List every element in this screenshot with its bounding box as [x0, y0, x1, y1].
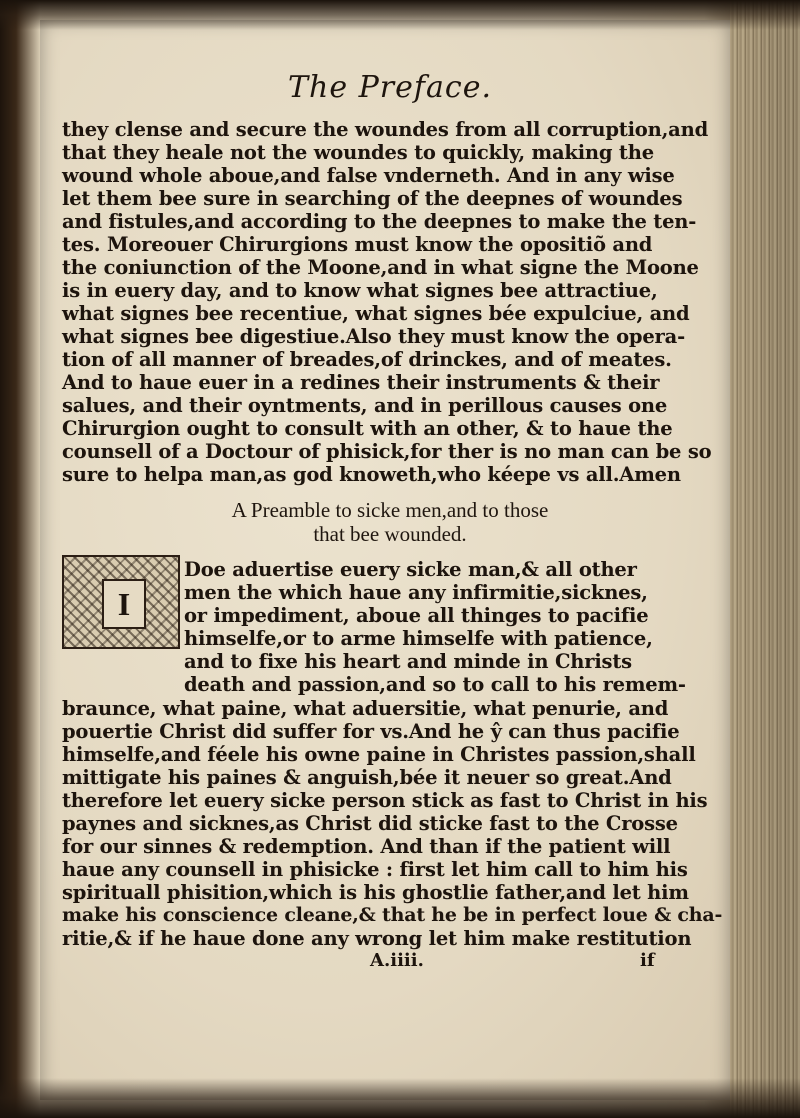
text-line: make his conscience cleane,& that he be in perfect loue & cha-	[62, 904, 723, 926]
text-line: braunce, what paine, what aduersitie, what penurie, and	[62, 697, 669, 720]
decorated-initial	[62, 555, 180, 649]
text-line: ritie,& if he haue done any wrong let him make restitution	[62, 927, 692, 950]
text-line: and fistules,and according to the deepnes to make the ten-	[62, 210, 697, 233]
text-line: they clense and secure the woundes from all corruption,and	[62, 118, 709, 141]
text-line: men the which haue any infirmitie,sicknes,	[184, 581, 648, 604]
text-line: tes. Moreouer Chirurgions must know the opositiõ and	[62, 233, 653, 256]
text-line: therefore let euery sicke person stick as fast to Christ in his	[62, 789, 708, 812]
book-edge	[730, 0, 800, 1118]
section-heading-continued: that bee wounded.	[313, 522, 467, 546]
text-line: what signes bee digestiue.Also they must know the opera-	[62, 325, 685, 348]
initial-letter: I	[102, 579, 146, 629]
top-shadow	[0, 0, 800, 30]
text-line: tion of all manner of breades,of drinckes, and of meates.	[62, 348, 672, 371]
running-head: The Preface.	[288, 70, 492, 105]
text-line: wound whole aboue,and false vnderneth. And in any wise	[62, 164, 675, 187]
text-line: what signes bee recentiue, what signes bée expulciue, and	[62, 302, 690, 325]
bottom-shadow	[0, 1078, 800, 1118]
text-line: the coniunction of the Moone,and in what signe the Moone	[62, 256, 699, 279]
text-line: counsell of a Doctour of phisick,for ther is no man can be so	[62, 440, 712, 463]
text-line: for our sinnes & redemption. And than if the patient will	[62, 835, 671, 858]
text-line: death and passion,and so to call to his remem-	[184, 673, 686, 696]
text-line: salues, and their oyntments, and in perillous causes one	[62, 394, 668, 417]
text-line: sure to helpa man,as god knoweth,who kéepe vs all.Amen	[62, 463, 681, 486]
text-line: and to fixe his heart and minde in Christs	[184, 650, 632, 673]
text-line: haue any counsell in phisicke : first let him call to him his	[62, 858, 688, 881]
text-line: that they heale not the woundes to quickly, making the	[62, 141, 654, 164]
text-line: Chirurgion ought to consult with an other, & to haue the	[62, 417, 673, 440]
text-line: or impediment, aboue all thinges to pacifie	[184, 604, 649, 627]
text-line: mittigate his paines & anguish,bée it neuer so great.And	[62, 766, 672, 789]
text-line: himselfe,or to arme himselfe with patience,	[184, 627, 653, 650]
text-line: paynes and sicknes,as Christ did sticke fast to the Crosse	[62, 812, 678, 835]
text-line: let them bee sure in searching of the deepnes of woundes	[62, 187, 683, 210]
section-heading: A Preamble to sicke men,and to those	[231, 498, 549, 522]
text-line: pouertie Christ did suffer for vs.And he ŷ can thus pacifie	[62, 720, 680, 743]
text-line: And to haue euer in a redines their instruments & their	[62, 371, 660, 394]
catchword: if	[640, 950, 655, 971]
text-line: Doe aduertise euery sicke man,& all other	[184, 558, 637, 581]
text-line: is in euery day, and to know what signes bee attractiue,	[62, 279, 658, 302]
text-line: spirituall phisition,which is his ghostlie father,and let him	[62, 881, 689, 904]
signature-mark: A.iiii.	[370, 950, 424, 971]
text-line: himselfe,and féele his owne paine in Christes passion,shall	[62, 743, 696, 766]
